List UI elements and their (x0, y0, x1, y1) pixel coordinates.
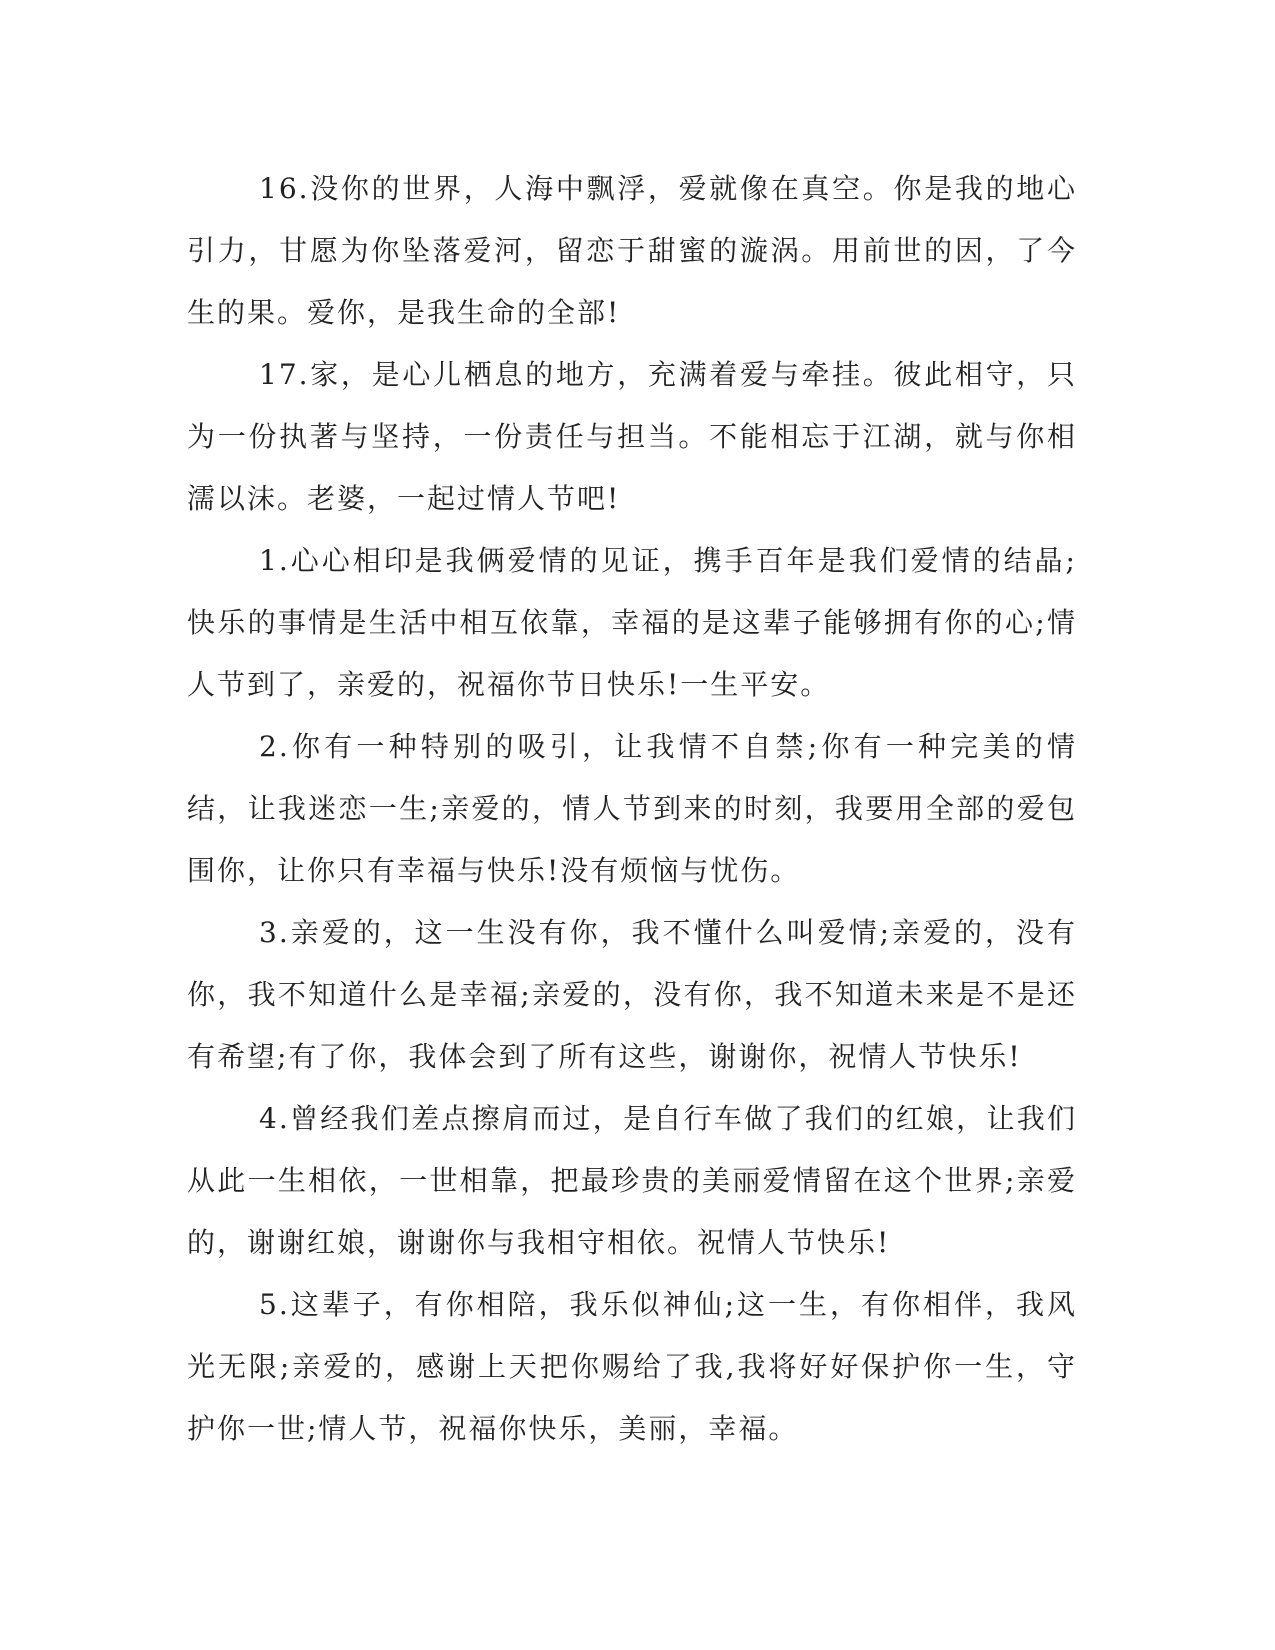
document-body (187, 158, 1077, 1460)
paragraph-5: 5.这辈子，有你相陪，我乐似神仙;这一生，有你相伴，我风光无限;亲爱的，感谢上天把你赐给了我,我将好好保护你一生，守护你一世;情人节，祝福你快乐，美丽，幸福。 (187, 1288, 1077, 1445)
paragraph-17: 17.家，是心儿栖息的地方，充满着爱与牵挂。彼此相守，只为一份执著与坚持，一份责任与担当。不能相忘于江湖，就与你相濡以沫。老婆，一起过情人节吧! (187, 358, 1077, 515)
paragraph-16: 16.没你的世界，人海中飘浮，爱就像在真空。你是我的地心引力，甘愿为你坠落爱河，留恋于甜蜜的漩涡。用前世的因，了今生的果。爱你，是我生命的全部! (187, 172, 1077, 329)
paragraph-3: 3.亲爱的，这一生没有你，我不懂什么叫爱情;亲爱的，没有你，我不知道什么是幸福;亲爱的，没有你，我不知道未来是不是还有希望;有了你，我体会到了所有这些，谢谢你，祝情人节快乐! (187, 916, 1077, 1073)
paragraph-1: 1.心心相印是我俩爱情的见证，携手百年是我们爱情的结晶;快乐的事情是生活中相互依靠，幸福的是这辈子能够拥有你的心;情人节到了，亲爱的，祝福你节日快乐!一生平安。 (187, 544, 1077, 701)
paragraph-2: 2.你有一种特别的吸引，让我情不自禁;你有一种完美的情结，让我迷恋一生;亲爱的，情人节到来的时刻，我要用全部的爱包围你，让你只有幸福与快乐!没有烦恼与忧伤。 (187, 730, 1077, 887)
paragraph-4: 4.曾经我们差点擦肩而过，是自行车做了我们的红娘，让我们从此一生相依，一世相靠，把最珍贵的美丽爱情留在这个世界;亲爱的，谢谢红娘，谢谢你与我相守相依。祝情人节快乐! (187, 1102, 1077, 1259)
